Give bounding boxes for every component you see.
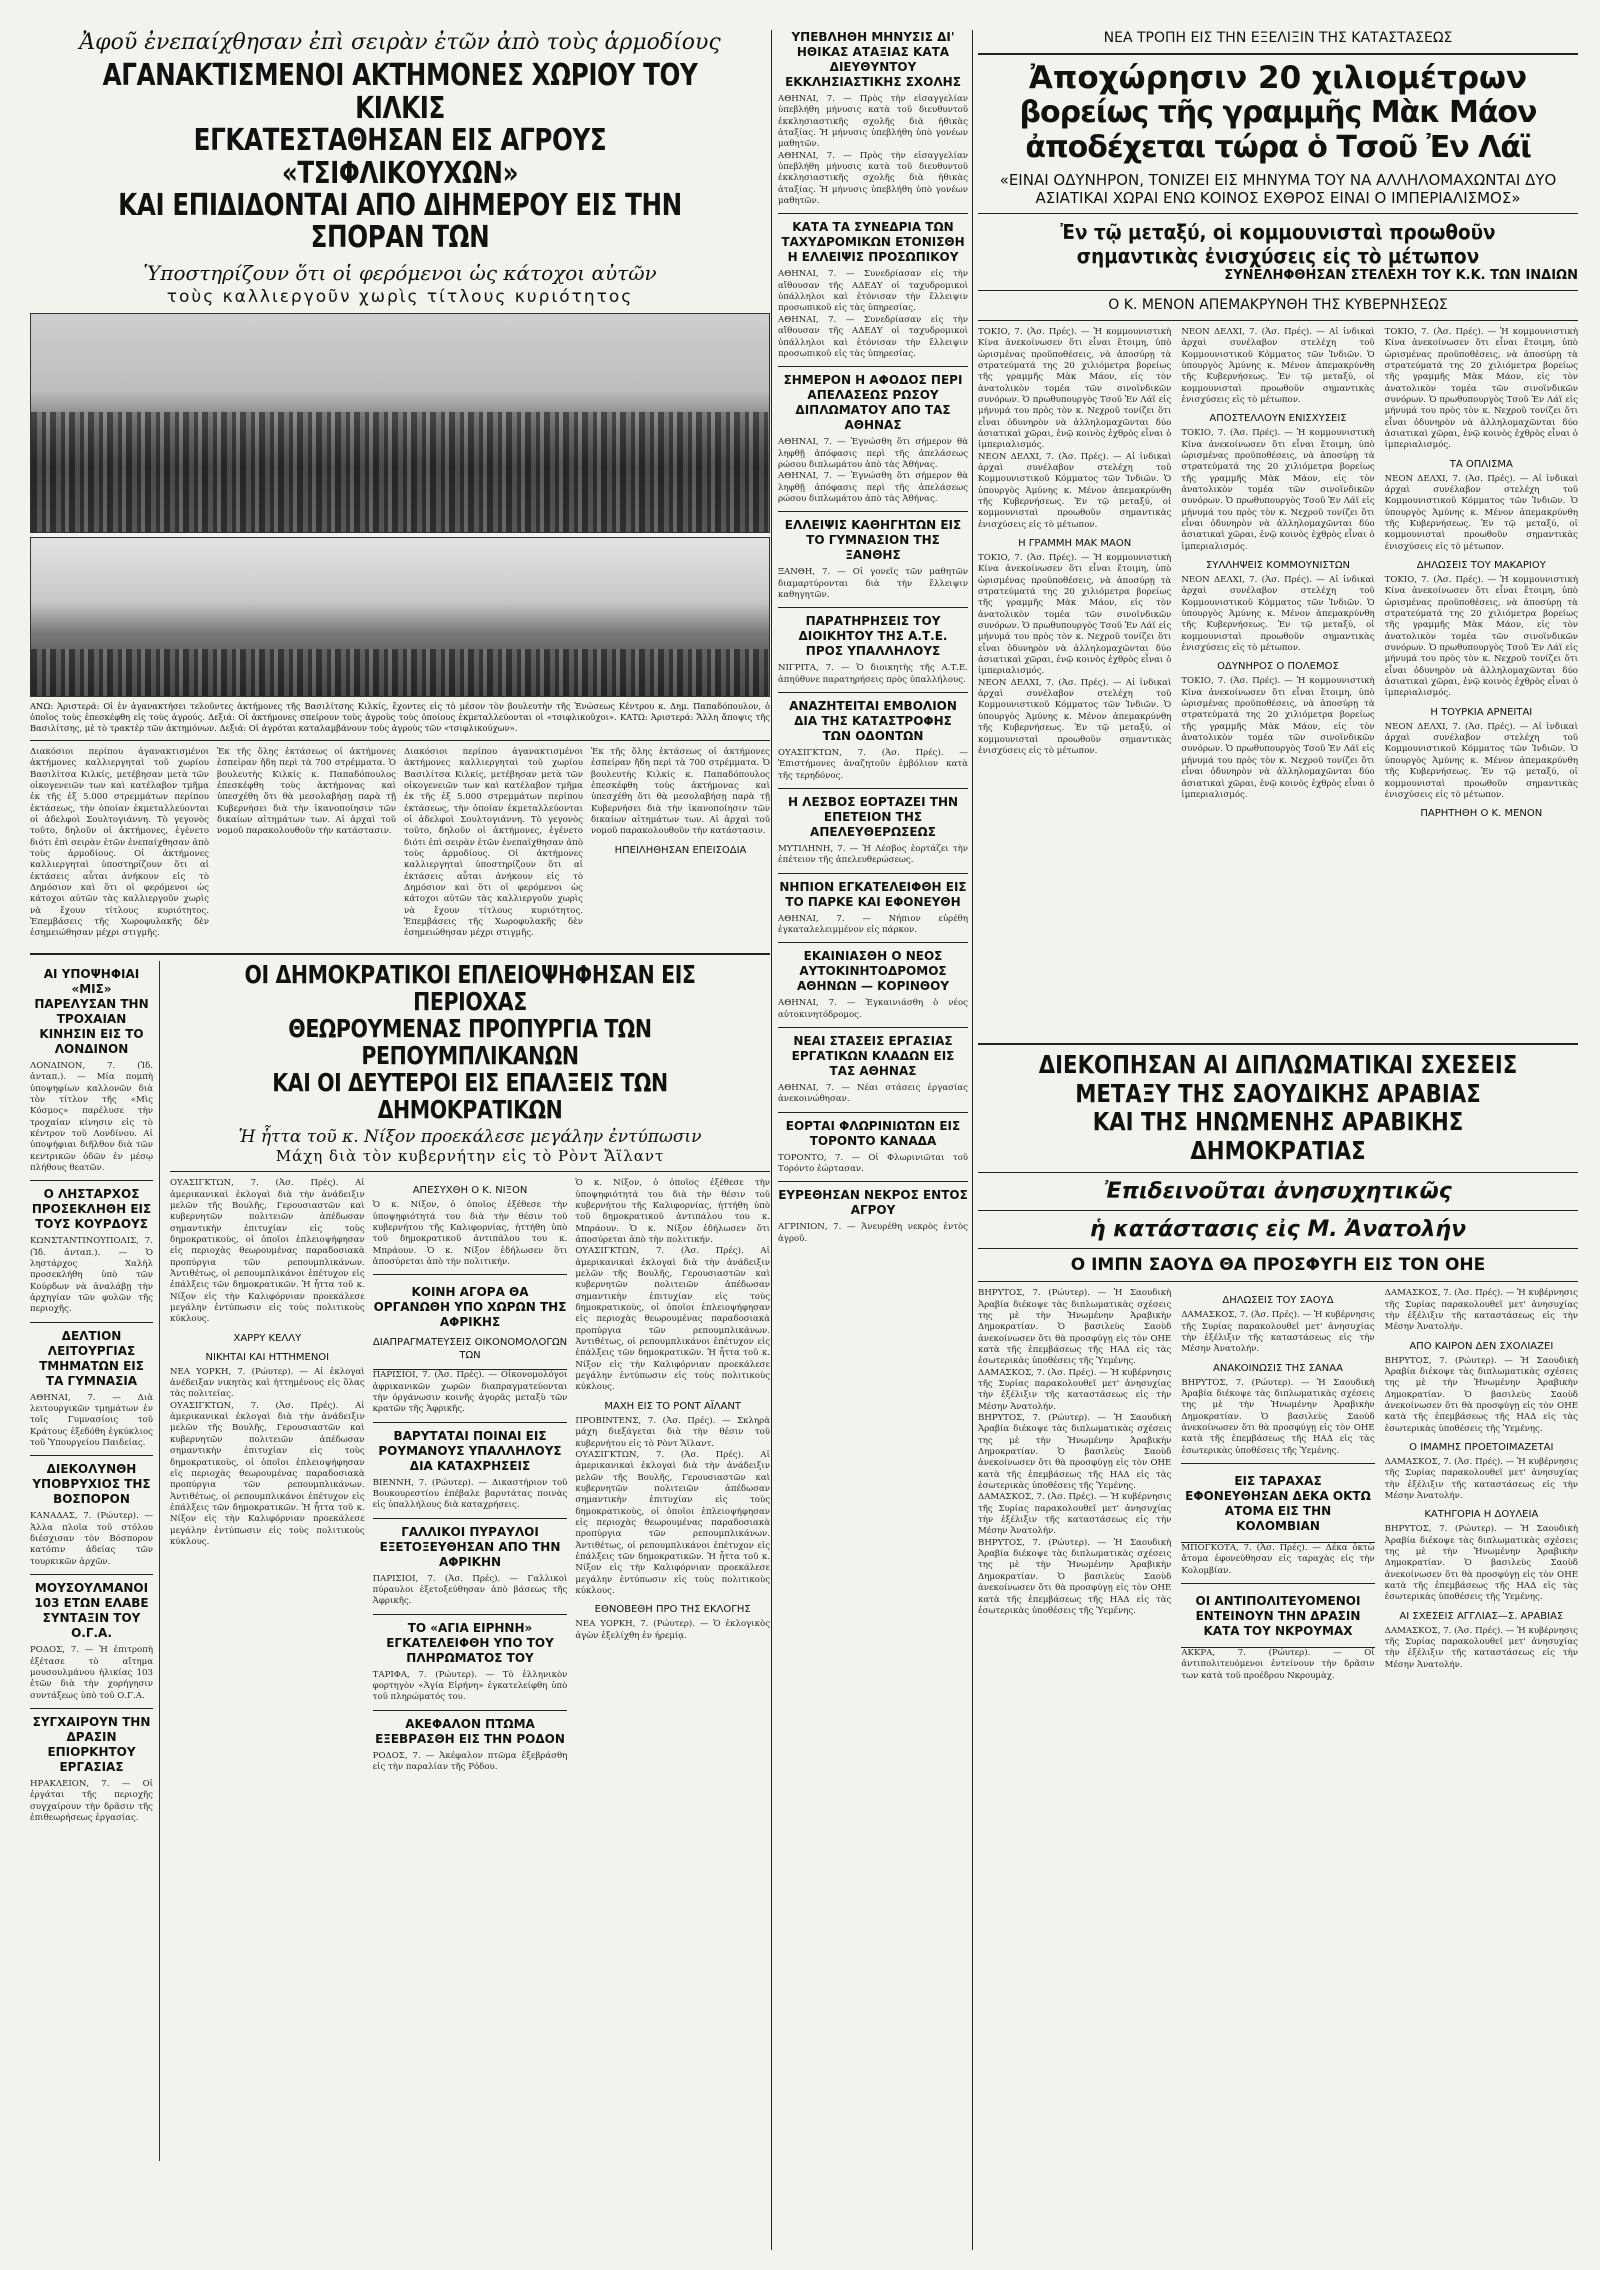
story-headline: ΣΗΜΕΡΟΝ Η ΑΦΟΔΟΣ ΠΕΡΙ ΑΠΕΛΑΣΕΩΣ ΡΩΣΟΥ ΔΙΠΛΩΜΑΤΟΥ ΑΠΟ ΤΑΣ ΑΘΗΝΑΣ — [783, 373, 963, 433]
democrat-headline-1: ΟΙ ΔΗΜΟΚΡΑΤΙΚΟΙ ΕΠΛΕΙΟΨΗΦΗΣΑΝ ΕΙΣ ΠΕΡΙΟΧΑΣ — [244, 960, 696, 1016]
story-text: ΔΑΜΑΣΚΟΣ, 7. (Ἀσ. Πρές). — Ἡ κυβέρνησις τῆς Συρίας παρακολουθεῖ μετ' ἀνησυχίας τὴν ἐξέλιξιν τῆς καταστάσεως εἰς τὴν Μέσην Ἀνατολήν. — [978, 1492, 1172, 1537]
photo-farmers — [30, 313, 770, 533]
main-headline-right-3: ἀποδέχεται τώρα ὁ Τσοῦ Ἐν Λάϊ — [1025, 129, 1531, 165]
story-text: ΑΘΗΝΑΙ, 7. — Συνεδρίασαν εἰς τὴν αἴθουσαν τῆς ΑΔΕΔΥ οἱ ταχυδρομικοὶ ὑπάλληλοι καὶ ἐτόνισαν τὴν ἔλλειψιν προσωπικοῦ εἰς τὰς ὑπηρεσίας. — [778, 314, 968, 359]
story-headline: ΔΕΛΤΙΟΝ ΛΕΙΤΟΥΡΓΙΑΣ ΤΜΗΜΑΤΩΝ ΕΙΣ ΤΑ ΓΥΜΝΑΣΙΑ — [39, 1328, 144, 1388]
subheadline-4: Ο Κ. ΜΕΝΟΝ ΑΠΕΜΑΚΡΥΝΘΗ ΤΗΣ ΚΥΒΕΡΝΗΣΕΩΣ — [1108, 297, 1448, 314]
story-text: Διακόσιοι περίπου ἀγανακτισμένοι ἀκτήμονες καλλιεργηταὶ τοῦ χωρίου Βασιλίτσα Κιλκίς, μετέβησαν μετὰ τῶν οἰκογενειῶν των καὶ κατέλαβον τμῆμα ἐκ τῆς ἐξ 5.000 στρεμμάτων περίπου ἐκτάσεως, τὴν ὁποίαν ἐκμεταλλεύονται οἱ ἀδελφοὶ Σουλτογιάννη. Τὸ γεγονὸς τοῦτο, δηλοῦν οἱ ἀκτήμονες, ἐγένετο διότι ἐπὶ σειρὰν ἐτῶν ἐνεπαίχθησαν ἀπὸ τοὺς ἁρμοδίους. Οἱ ἀκτήμονες καλλιεργηταὶ ὑποστηρίζουν ὅτι αἱ ἐκτάσεις αὗται ἀνήκουν εἰς τὸ Δημόσιον καὶ ὅτι οἱ φερόμενοι ὡς κάτοχοι αὐτῶν τὰς καλλιεργοῦν χωρὶς νὰ ἔχουν τίτλους κυριότητος. Ἐπεμβάσεις τῆς Χωροφυλακῆς δὲν ἐσημειώθησαν μέχρι στιγμῆς. — [30, 746, 209, 939]
story-headline: ΚΟΙΝΗ ΑΓΟΡΑ ΘΑ ΟΡΓΑΝΩΘΗ ΥΠΟ ΧΩΡΩΝ ΤΗΣ ΑΦΡΙΚΗΣ — [373, 1285, 567, 1330]
story-headline: ΕΚΑΙΝΙΑΣΘΗ Ο ΝΕΟΣ ΑΥΤΟΚΙΝΗΤΟΔΡΟΜΟΣ ΑΘΗΝΩΝ — ΚΟΡΙΝΘΟΥ — [796, 949, 950, 994]
section-heading: ΧΑΡΡΥ ΚΕΛΛΥ — [233, 1332, 302, 1344]
saudi-headline-2: ΜΕΤΑΞΥ ΤΗΣ ΣΑΟΥΔΙΚΗΣ ΑΡΑΒΙΑΣ — [1075, 1078, 1481, 1108]
story-headline: ΤΟ «ΑΓΙΑ ΕΙΡΗΝΗ» ΕΓΚΑΤΕΛΕΙΦΘΗ ΥΠΟ ΤΟΥ ΠΛΗΡΩΜΑΤΟΣ ΤΟΥ — [386, 1620, 554, 1665]
story-text: ΑΘΗΝΑΙ, 7. — Πρὸς τὴν εἰσαγγελίαν ὑπεβλήθη μήνυσις κατὰ τοῦ διευθυντοῦ ἐκκλησιαστικῆς σχολῆς διὰ ἠθικὰς ἀταξίας. Ἡ μήνυσις ὑπεβλήθη ὑπὸ γονέων μαθητῶν. — [778, 94, 968, 150]
story-text: ΤΑΡΙΦΑ, 7. (Ρώυτερ). — Τὸ ἑλληνικὸν φορτηγὸν «Ἁγία Εἰρήνη» ἐγκατελείφθη ὑπὸ τοῦ πληρώματός του. — [372, 1669, 568, 1703]
main-headline-2: ΕΓΚΑΤΕΣΤΑΘΗΣΑΝ ΕΙΣ ΑΓΡΟΥΣ «ΤΣΙΦΛΙΚΟΥΧΩΝ» — [193, 123, 607, 191]
section-heading: ΚΑΤΗΓΟΡΙΑ Η ΔΟΥΛΕΙΑ — [1424, 1509, 1539, 1521]
left-section — [30, 30, 770, 2161]
story-text: ΜΠΟΓΚΟΤΑ, 7. (Ἀσ. Πρές). — Δέκα ὀκτὼ ἄτομα ἐφονεύθησαν εἰς ταραχὰς εἰς τὴν Κολομβίαν. — [1181, 1543, 1375, 1576]
section-heading: ΤΑ ΟΠΛΙΣΜΑ — [1449, 458, 1513, 470]
column-rule — [771, 30, 772, 2250]
main-headline-right-2: βορείως τῆς γραμμῆς Μὰκ Μάον — [1019, 95, 1537, 131]
column-rule — [972, 30, 973, 2250]
story-text: ΒΗΡΥΤΟΣ, 7. (Ρώυτερ). — Ἡ Σαουδικὴ Ἀραβία διέκοψε τὰς διπλωματικὰς σχέσεις της μὲ τὴν Ἡνωμένην Ἀραβικὴν Δημοκρατίαν. Ὁ βασιλεὺς Σαοὺδ ἀνεκοίνωσεν ὅτι θὰ προσφύγῃ εἰς τὸν ΟΗΕ κατὰ τῆς ἐπεμβάσεως τῆς ΗΑΔ εἰς τὰς ἐσωτερικὰς ὑποθέσεις τῆς Ὑεμένης. — [1384, 1355, 1578, 1434]
subheadline: Ἐν τῷ μεταξύ, οἱ κομμουνισταὶ προωθοῦν — [1060, 220, 1496, 245]
story-text: ΝΕΑ ΥΟΡΚΗ, 7. (Ρώυτερ). — Αἱ ἐκλογαὶ ἀνέδειξαν νικητὰς καὶ ἡττημένους εἰς ὅλας τὰς πολιτείας. — [170, 1366, 365, 1400]
story-text: ΑΘΗΝΑΙ, 7. — Ἐγνώσθη ὅτι σήμερον θὰ ληφθῇ ἀπόφασις περὶ τῆς ἀπελάσεως ρώσου διπλωμάτου ἀπὸ τὰς Ἀθήνας. — [778, 437, 968, 470]
story-text: ΝΙΓΡΙΤΑ, 7. — Ὁ διοικητὴς τῆς Α.Τ.Ε. ἀπηύθυνε παρατηρήσεις πρὸς ὑπαλλήλους. — [778, 663, 968, 685]
story-headline: ΥΠΕΒΛΗΘΗ ΜΗΝΥΣΙΣ ΔΙ' ΗΘΙΚΑΣ ΑΤΑΞΙΑΣ ΚΑΤΑ ΔΙΕΥΘΥΝΤΟΥ ΕΚΚΛΗΣΙΑΣΤΙΚΗΣ ΣΧΟΛΗΣ — [785, 30, 961, 89]
democrat-subheadline: Ἡ ἧττα τοῦ κ. Νίξον προεκάλεσε μεγάλην ἐντύπωσιν — [238, 1126, 702, 1147]
story-headline: ΒΑΡΥΤΑΤΑΙ ΠΟΙΝΑΙ ΕΙΣ ΡΟΥΜΑΝΟΥΣ ΥΠΑΛΛΗΛΟΥΣ ΔΙΑ ΚΑΤΑΧΡΗΣΕΙΣ — [378, 1428, 562, 1473]
story-text: ΔΑΜΑΣΚΟΣ, 7. (Ἀσ. Πρές). — Ἡ κυβέρνησις τῆς Συρίας παρακολουθεῖ μετ' ἀνησυχίας τὴν ἐξέλιξιν τῆς καταστάσεως εἰς τὴν Μέσην Ἀνατολήν. — [1384, 1457, 1578, 1502]
story-headline: ΑΚΕΦΑΛΟΝ ΠΤΩΜΑ ΕΞΕΒΡΑΣΘΗ ΕΙΣ ΤΗΝ ΡΟΔΟΝ — [375, 1716, 565, 1746]
story-headline: ΠΑΡΑΤΗΡΗΣΕΙΣ ΤΟΥ ΔΙΟΙΚΗΤΟΥ ΤΗΣ Α.Τ.Ε. ΠΡΟΣ ΥΠΑΛΛΗΛΟΥΣ — [798, 614, 948, 659]
main-headline-1: ΑΓΑΝΑΚΤΙΣΜΕΝΟΙ ΑΚΤΗΜΟΝΕΣ ΧΩΡΙΟΥ ΤΟΥ ΚΙΛΚΙΣ — [102, 58, 698, 126]
story-text: ΡΟΔΟΣ, 7. — Ἡ ἐπιτροπὴ ἐξέτασε τὸ αἴτημα μουσουλμάνου ἡλικίας 103 ἐτῶν διὰ τὴν χορήγησιν συντάξεως ὑπὸ τοῦ Ο.Γ.Α. — [30, 1645, 153, 1701]
section-heading: ΝΙΚΗΤΑΙ ΚΑΙ ΗΤΤΗΜΕΝΟΙ — [205, 1351, 330, 1363]
section-heading: Η ΤΟΥΡΚΙΑ ΑΡΝΕΙΤΑΙ — [1430, 706, 1533, 718]
story-text: ΒΗΡΥΤΟΣ, 7. (Ρώυτερ). — Ἡ Σαουδικὴ Ἀραβία διέκοψε τὰς διπλωματικὰς σχέσεις της μὲ τὴν Ἡνωμένην Ἀραβικὴν Δημοκρατίαν. Ὁ βασιλεὺς Σαοὺδ ἀνεκοίνωσεν ὅτι θὰ προσφύγῃ εἰς τὸν ΟΗΕ κατὰ τῆς ἐπεμβάσεως τῆς ΗΑΔ εἰς τὰς ἐσωτερικὰς ὑποθέσεις τῆς Ὑεμένης. — [978, 1413, 1172, 1492]
section-heading: ΑΠΟΣΤΕΛΛΟΥΝ ΕΝΙΣΧΥΣΕΙΣ — [1209, 413, 1347, 425]
story-text: ΝΕΑ ΥΟΡΚΗ, 7. (Ρώυτερ). — Ὁ ἐκλογικὸς ἀγὼν ἐξελίχθη ἐν ἡρεμίᾳ. — [575, 1619, 770, 1641]
story-headline: Η ΛΕΣΒΟΣ ΕΟΡΤΑΖΕΙ ΤΗΝ ΕΠΕΤΕΙΟΝ ΤΗΣ ΑΠΕΛΕΥΘΕΡΩΣΕΩΣ — [787, 795, 959, 839]
story-text: ΑΘΗΝΑΙ, 7. — Πρὸς τὴν εἰσαγγελίαν ὑπεβλήθη μήνυσις κατὰ τοῦ διευθυντοῦ ἐκκλησιαστικῆς σχολῆς διὰ ἠθικὰς ἀταξίας. Ἡ μήνυσις ὑπεβλήθη ὑπὸ γονέων μαθητῶν. — [778, 150, 968, 207]
story-headline: ΑΙ ΥΠΟΨΗΦΙΑΙ «ΜΙΣ» ΠΑΡΕΛΥΣΑΝ ΤΗΝ ΤΡΟΧΑΙΑΝ ΚΙΝΗΣΙΝ ΕΙΣ ΤΟ ΛΟΝΔΙΝΟΝ — [34, 966, 149, 1056]
story-text: ΑΘΗΝΑΙ, 7. — Διὰ λειτουργικῶν τμημάτων ἐν τοῖς Γυμνασίοις τοῦ Κράτους ἐξεδόθη ἐγκύκλιος τοῦ Ὑπουργείου Παιδείας. — [30, 1392, 153, 1449]
story-text: Ὁ κ. Νίξον, ὁ ὁποῖος ἐξέθεσε τὴν ὑποψηφιότητά του διὰ τὴν θέσιν τοῦ κυβερνήτου τῆς Καλιφορνίας, ἡττήθη ὑπὸ τοῦ δημοκρατικοῦ ἀντιπάλου του κ. Μπράουν. Ὁ κ. Νίξον ἐδήλωσεν ὅτι ἀποσύρεται ἀπὸ τὴν πολιτικήν. — [575, 1178, 770, 1245]
section-heading: ΑΠΟ ΚΑΙΡΟΝ ΔΕΝ ΣΧΟΛΙΑΖΕΙ — [1409, 1340, 1554, 1352]
story-text: ΤΟΚΙΟ, 7. (Ἀσ. Πρές). — Ἡ κομμουνιστικὴ Κίνα ἀνεκοίνωσεν ὅτι εἶναι ἕτοιμη, ὑπὸ ὡρισμένας προϋποθέσεις, νὰ ἀποσύρῃ τὰ στρατεύματά της 20 χιλιόμετρα βορείως τῆς γραμμῆς Μὰκ Μάον, εἰς τὸν ἀνατολικὸν τομέα τῶν σινοϊνδικῶν συνόρων. Ὁ πρωθυπουργὸς Τσοῦ Ἐν Λάϊ εἰς μήνυμά του πρὸς τὸν κ. Νεχροῦ τονίζει ὅτι εἶναι ὀδυνηρὸν νὰ ἀλληλομαχῶνται δύο ἀσιατικαὶ χῶραι, ἐνῷ κοινὸς ἐχθρὸς εἶναι ὁ ἰμπεριαλισμός. — [978, 553, 1172, 677]
story-headline: ΑΝΑΖΗΤΕΙΤΑΙ ΕΜΒΟΛΙΟΝ ΔΙΑ ΤΗΣ ΚΑΤΑΣΤΡΟΦΗΣ ΤΩΝ ΟΔΟΝΤΩΝ — [789, 698, 957, 743]
section-heading: ΔΗΛΩΣΕΙΣ ΤΟΥ ΜΑΚΑΡΙΟΥ — [1416, 560, 1546, 572]
story-text: ΒΗΡΥΤΟΣ, 7. (Ρώυτερ). — Ἡ Σαουδικὴ Ἀραβία διέκοψε τὰς διπλωματικὰς σχέσεις της μὲ τὴν Ἡνωμένην Ἀραβικὴν Δημοκρατίαν. Ὁ βασιλεὺς Σαοὺδ ἀνεκοίνωσεν ὅτι θὰ προσφύγῃ εἰς τὸν ΟΗΕ κατὰ τῆς ἐπεμβάσεως τῆς ΗΑΔ εἰς τὰς ἐσωτερικὰς ὑποθέσεις τῆς Ὑεμένης. — [1181, 1377, 1375, 1456]
story-text: ΠΑΡΙΣΙΟΙ, 7. (Ἀσ. Πρές). — Γαλλικοὶ πύραυλοι ἐξετοξεύθησαν ἀπὸ βάσεως τῆς Ἀφρικῆς. — [372, 1573, 568, 1607]
story-text: ΟΥΑΣΙΓΚΤΩΝ, 7. (Ἀσ. Πρές). Αἱ ἀμερικανικαὶ ἐκλογαὶ διὰ τὴν ἀνάδειξιν μελῶν τῆς Βουλῆς, Γερουσιαστῶν καὶ κυβερνητῶν πολιτειῶν ἀπέδωσαν σημαντικὴν ἐπιτυχίαν εἰς τοὺς δημοκρατικοὺς, οἱ ὁποῖοι ἐπλειοψήφησαν εἰς περιοχὰς θεωρουμένας παραδοσιακὰ προπύργια τῶν ρεπουμπλικάνων. Ἀντιθέτως, οἱ ρεπουμπλικάνοι ἐπέτυχον εἰς ἐπάλξεις τῶν δημοκρατικῶν. Ἡ ἧττα τοῦ κ. Νίξον εἰς τὴν Καλιφόρνιαν προεκάλεσε μεγάλην ἐντύπωσιν εἰς τοὺς πολιτικοὺς κύκλους. — [575, 1246, 770, 1393]
section-heading: ΜΑΧΗ ΕΙΣ ΤΟ ΡΟΝΤ ΑΪΛΑΝΤ — [604, 1400, 742, 1412]
story-text: ΒΗΡΥΤΟΣ, 7. (Ρώυτερ). — Ἡ Σαουδικὴ Ἀραβία διέκοψε τὰς διπλωματικὰς σχέσεις της μὲ τὴν Ἡνωμένην Ἀραβικὴν Δημοκρατίαν. Ὁ βασιλεὺς Σαοὺδ ἀνεκοίνωσεν ὅτι θὰ προσφύγῃ εἰς τὸν ΟΗΕ κατὰ τῆς ἐπεμβάσεως τῆς ΗΑΔ εἰς τὰς ἐσωτερικὰς ὑποθέσεις τῆς Ὑεμένης. — [978, 1288, 1172, 1367]
story-text: ΔΑΜΑΣΚΟΣ, 7. (Ἀσ. Πρές). — Ἡ κυβέρνησις τῆς Συρίας παρακολουθεῖ μετ' ἀνησυχίας τὴν ἐξέλιξιν τῆς καταστάσεως εἰς τὴν Μέσην Ἀνατολήν. — [1384, 1288, 1578, 1333]
kicker: ΝΕΑ ΤΡΟΠΗ ΕΙΣ ΤΗΝ ΕΞΕΛΙΞΙΝ ΤΗΣ ΚΑΤΑΣΤΑΣΕΩΣ — [1103, 30, 1453, 46]
story-text: ΤΟΚΙΟ, 7. (Ἀσ. Πρές). — Ἡ κομμουνιστικὴ Κίνα ἀνεκοίνωσεν ὅτι εἶναι ἕτοιμη, ὑπὸ ὡρισμένας προϋποθέσεις, νὰ ἀποσύρῃ τὰ στρατεύματά της 20 χιλιόμετρα βορείως τῆς γραμμῆς Μὰκ Μάον, εἰς τὸν ἀνατολικὸν τομέα τῶν σινοϊνδικῶν συνόρων. Ὁ πρωθυπουργὸς Τσοῦ Ἐν Λάϊ εἰς μήνυμά του πρὸς τὸν κ. Νεχροῦ τονίζει ὅτι εἶναι ὀδυνηρὸν νὰ ἀλληλομαχῶνται δύο ἀσιατικαὶ χῶραι, ἐνῷ κοινὸς ἐχθρὸς εἶναι ὁ ἰμπεριαλισμός. — [1181, 676, 1375, 800]
story-text: ΤΟΡΟΝΤΟ, 7. — Οἱ Φλωρινιῶται τοῦ Τορόντο ἑώρτασαν. — [778, 1152, 968, 1175]
story-headline: ΝΕΑΙ ΣΤΑΣΕΙΣ ΕΡΓΑΣΙΑΣ ΕΡΓΑΤΙΚΩΝ ΚΛΑΔΩΝ ΕΙΣ ΤΑΣ ΑΘΗΝΑΣ — [791, 1034, 955, 1079]
story-text: ΟΥΑΣΙΓΚΤΩΝ, 7. (Ἀσ. Πρές). Αἱ ἀμερικανικαὶ ἐκλογαὶ διὰ τὴν ἀνάδειξιν μελῶν τῆς Βουλῆς, Γερουσιαστῶν καὶ κυβερνητῶν πολιτειῶν ἀπέδωσαν σημαντικὴν ἐπιτυχίαν εἰς τοὺς δημοκρατικοὺς, οἱ ὁποῖοι ἐπλειοψήφησαν εἰς περιοχὰς θεωρουμένας παραδοσιακὰ προπύργια τῶν ρεπουμπλικάνων. Ἀντιθέτως, οἱ ρεπουμπλικάνοι ἐπέτυχον εἰς ἐπάλξεις τῶν δημοκρατικῶν. Ἡ ἧττα τοῦ κ. Νίξον εἰς τὴν Καλιφόρνιαν προεκάλεσε μεγάλην ἐντύπωσιν εἰς τοὺς πολιτικοὺς κύκλους. — [170, 1178, 365, 1325]
story-text: ΑΘΗΝΑΙ, 7. — Ἐγκαινιάσθη ὁ νέος αὐτοκινητόδρομος. — [778, 998, 968, 1020]
story-text: ΠΡΟΒΙΝΤΕΝΣ, 7. (Ἀσ. Πρές). — Σκληρὰ μάχη διεξάγεται διὰ τὴν θέσιν τοῦ κυβερνήτου εἰς τὸ Ρὸντ Ἄϊλαντ. — [575, 1415, 770, 1449]
story-headline: ΣΥΓΧΑΙΡΟΥΝ ΤΗΝ ΔΡΑΣΙΝ ΕΠΙΟΡΚΗΤΟΥ ΕΡΓΑΣΙΑΣ — [32, 1714, 151, 1774]
story-headline: ΜΟΥΣΟΥΛΜΑΝΟΙ 103 ΕΤΩΝ ΕΛΑΒΕ ΣΥΝΤΑΞΙΝ ΤΟΥ Ο.Γ.Α. — [34, 1581, 149, 1641]
photo-caption: ΑΝΩ: Ἀριστερά: Οἱ ἐν ἀγανακτήσει τελοῦντες ἀκτήμονες τῆς Βασιλίτσης Κιλκίς, ἔχοντες εἰς τὸ μέσον τὸν βουλευτὴν τῆς Ἑνώσεως Κέντρου κ. Δημ. Παπαδόπουλον, ὁ ὁποῖος τοὺς ἐπεσκέφθη εἰς τοὺς ἀγρούς. Δεξιά: Οἱ ἀκτήμονες σπείρουν τοὺς ἀγροὺς τοὺς ὁποίους ἐκμεταλλεύονται οἱ «τσιφλικοῦχοι». ΚΑΤΩ: Ἀριστερά: Ἄλλη ἄποψις τῆς Βασιλίτσης, μὲ τὸ τρακτὲρ τῶν ἀκτημόνων. Δεξιά: Οἱ ἀγρόται καταλαμβάνουν τοὺς ἀγροὺς τῶν «τσιφλικούχων». — [30, 701, 770, 733]
story-text: ΒΙΕΝΝΗ, 7. (Ρώυτερ). — Δικαστήριον τοῦ Βουκουρεστίου ἐπέβαλε βαρυτάτας ποινὰς εἰς ὑπαλλήλους διὰ καταχρήσεις. — [372, 1477, 568, 1511]
section-heading: ΑΙ ΣΧΕΣΕΙΣ ΑΓΓΛΙΑΣ—Σ. ΑΡΑΒΙΑΣ — [1399, 1610, 1564, 1622]
story-text: ΜΥΤΙΛΗΝΗ, 7. — Ἡ Λέσβος ἑορτάζει τὴν ἐπέτειον τῆς ἀπελευθερώσεως. — [778, 844, 968, 866]
section-heading: Η ΓΡΑΜΜΗ ΜΑΚ ΜΑΟΝ — [1018, 538, 1132, 550]
story-headline: ΕΥΡΕΘΗΣΑΝ ΝΕΚΡΟΣ ΕΝΤΟΣ ΑΓΡΟΥ — [778, 1188, 968, 1218]
main-headline-3: ΚΑΙ ΕΠΙΔΙΔΟΝΤΑΙ ΑΠΟ ΔΙΗΜΕΡΟΥ ΕΙΣ ΤΗΝ ΣΠΟΡΑΝ ΤΩΝ — [118, 187, 682, 256]
subheadline-2: σημαντικὰς ἐνισχύσεις εἰς τὸ μέτωπον — [1076, 244, 1480, 269]
saudi-subheadline-3: Ο ΙΜΠΝ ΣΑΟΥΔ ΘΑ ΠΡΟΣΦΥΓΗ ΕΙΣ ΤΟΝ ΟΗΕ — [1070, 1254, 1486, 1275]
story-text: ΑΓΡΙΝΙΟΝ, 7. — Ἀνευρέθη νεκρὸς ἐντὸς ἀγροῦ. — [778, 1222, 968, 1244]
section-heading: ΠΑΡΗΤΗΘΗ Ο Κ. ΜΕΝΟΝ — [1420, 808, 1543, 820]
story-text: ΑΘΗΝΑΙ, 7. — Νέαι στάσεις ἐργασίας ἀνεκοινώθησαν. — [778, 1083, 968, 1105]
story-text: ΝΕΟΝ ΔΕΛΧΙ, 7. (Ἀσ. Πρές). — Αἱ ἰνδικαὶ ἀρχαὶ συνέλαβον στελέχη τοῦ Κομμουνιστικοῦ Κόμματος τῶν Ἰνδιῶν. Ὁ ὑπουργὸς Ἀμύνης κ. Μένον ἀπεμακρύνθη τῆς Κυβερνήσεως. Ἐν τῷ μεταξύ, οἱ κομμουνισταὶ προωθοῦν σημαντικὰς ἐνισχύσεις εἰς τὸ μέτωπον. — [1181, 326, 1375, 405]
story-text: Ὁ κ. Νίξον, ὁ ὁποῖος ἐξέθεσε τὴν ὑποψηφιότητά του διὰ τὴν θέσιν τοῦ κυβερνήτου τῆς Καλιφορνίας, ἡττήθη ὑπὸ τοῦ δημοκρατικοῦ ἀντιπάλου του κ. Μπράουν. Ὁ κ. Νίξον ἐδήλωσεν ὅτι ἀποσύρεται ἀπὸ τὴν πολιτικήν. — [372, 1200, 568, 1267]
story-headline: ΔΙΕΚΟΛΥΝΘΗ ΥΠΟΒΡΥΧΙΟΣ ΤΗΣ ΒΟΣΠΟΡΟΝ — [32, 1462, 151, 1507]
story-text: ΡΟΔΟΣ, 7. — Ἀκέφαλον πτῶμα ἐξεβράσθη εἰς τὴν παραλίαν τῆς Ρόδου. — [372, 1750, 568, 1773]
story-text-4: Ἐκ τῆς ὅλης ἐκτάσεως οἱ ἀκτήμονες ἐσπείραν ἤδη περὶ τὰ 700 στρέμματα. Ὁ βουλευτὴς Κιλκίς κ. Παπαδόπουλος ἐπεσκέφθη τοὺς ἀκτήμονας καὶ ὑπεσχέθη ὅτι θὰ μεσολαβήσῃ παρὰ τῇ Κυβερνήσει διὰ τὴν ἱκανοποίησιν τῶν δικαίων αἰτημάτων των. Αἱ ἀρχαὶ τοῦ νομοῦ παρακολουθοῦν τὴν κατάστασιν. — [591, 746, 770, 837]
story-text: ΞΑΝΘΗ, 7. — Οἱ γονεῖς τῶν μαθητῶν διαμαρτύρονται διὰ τὴν ἔλλειψιν καθηγητῶν. — [778, 567, 968, 600]
story-text: ΤΟΚΙΟ, 7. (Ἀσ. Πρές). — Ἡ κομμουνιστικὴ Κίνα ἀνεκοίνωσεν ὅτι εἶναι ἕτοιμη, ὑπὸ ὡρισμένας προϋποθέσεις, νὰ ἀποσύρῃ τὰ στρατεύματά της 20 χιλιόμετρα βορείως τῆς γραμμῆς Μὰκ Μάον, εἰς τὸν ἀνατολικὸν τομέα τῶν σινοϊνδικῶν συνόρων. Ὁ πρωθυπουργὸς Τσοῦ Ἐν Λάϊ εἰς μήνυμά του πρὸς τὸν κ. Νεχροῦ τονίζει ὅτι εἶναι ὀδυνηρὸν νὰ ἀλληλομαχῶνται δύο ἀσιατικαὶ χῶραι, ἐνῷ κοινὸς ἐχθρὸς εἶναι ὁ ἰμπεριαλισμός. — [1181, 428, 1375, 552]
story-text: ΑΘΗΝΑΙ, 7. — Συνεδρίασαν εἰς τὴν αἴθουσαν τῆς ΑΔΕΔΥ οἱ ταχυδρομικοὶ ὑπάλληλοι καὶ ἐτόνισαν τὴν ἔλλειψιν προσωπικοῦ εἰς τὰς ὑπηρεσίας. — [778, 269, 968, 314]
right-section — [978, 30, 1578, 2245]
story-headline: ΕΙΣ ΤΑΡΑΧΑΣ ΕΦΟΝΕΥΘΗΣΑΝ ΔΕΚΑ ΟΚΤΩ ΑΤΟΜΑ ΕΙΣ ΤΗΝ ΚΟΛΟΜΒΙΑΝ — [1185, 1474, 1371, 1533]
story-text: ΝΕΟΝ ΔΕΛΧΙ, 7. (Ἀσ. Πρές). — Αἱ ἰνδικαὶ ἀρχαὶ συνέλαβον στελέχη τοῦ Κομμουνιστικοῦ Κόμματος τῶν Ἰνδιῶν. Ὁ ὑπουργὸς Ἀμύνης κ. Μένον ἀπεμακρύνθη τῆς Κυβερνήσεως. Ἐν τῷ μεταξύ, οἱ κομμουνισταὶ προωθοῦν σημαντικὰς ἐνισχύσεις εἰς τὸ μέτωπον. — [978, 451, 1172, 530]
story-headline: ΟΙ ΑΝΤΙΠΟΛΙΤΕΥΟΜΕΝΟΙ ΕΝΤΕΙΝΟΥΝ ΤΗΝ ΔΡΑΣΙΝ ΚΑΤΑ ΤΟΥ ΝΚΡΟΥΜΑΧ — [1195, 1594, 1361, 1639]
story-headline: ΕΟΡΤΑΙ ΦΛΩΡΙΝΙΩΤΩΝ ΕΙΣ ΤΟΡΟΝΤΟ ΚΑΝΑΔΑ — [785, 1118, 961, 1148]
story-text: ΑΚΚΡΑ, 7. (Ρώυτερ). — Οἱ ἀντιπολιτευόμενοι ἐντείνουν τὴν δρᾶσιν των κατὰ τοῦ προέδρου Νκρουμὰχ. — [1181, 1648, 1375, 1681]
democrat-headline-2: ΘΕΩΡΟΥΜΕΝΑΣ ΠΡΟΠΥΡΓΙΑ ΤΩΝ ΡΕΠΟΥΜΠΛΙΚΑΝΩΝ — [288, 1013, 652, 1070]
subheadline-3: ΣΥΝΕΛΗΦΘΗΣΑΝ ΣΤΕΛΕΧΗ ΤΟΥ Κ.Κ. ΤΩΝ ΙΝΔΙΩΝ — [1224, 268, 1578, 284]
photo-fields — [30, 537, 770, 697]
story-text: ΠΑΡΙΣΙΟΙ, 7. (Ἀσ. Πρές). — Οἰκονομολόγοι ἀφρικανικῶν χωρῶν διαπραγματεύονται τὴν ὀργάνωσιν κοινῆς ἀγορᾶς μεταξὺ τῶν κρατῶν τῆς Ἀφρικῆς. — [372, 1370, 568, 1415]
section-heading: ΣΥΛΛΗΨΕΙΣ ΚΟΜΜΟΥΝΙΣΤΩΝ — [1206, 560, 1350, 572]
story-text: ΚΑΝΑΔΑΣ, 7. (Ρώυτερ). — Ἀλλα πλοῖα τοῦ στόλου διέσχισαν τὸν Βόσπορον κατόπιν ἀδείας τῶν τουρκικῶν ἀρχῶν. — [30, 1511, 153, 1567]
story-text: ΒΗΡΥΤΟΣ, 7. (Ρώυτερ). — Ἡ Σαουδικὴ Ἀραβία διέκοψε τὰς διπλωματικὰς σχέσεις της μὲ τὴν Ἡνωμένην Ἀραβικὴν Δημοκρατίαν. Ὁ βασιλεὺς Σαοὺδ ἀνεκοίνωσεν ὅτι θὰ προσφύγῃ εἰς τὸν ΟΗΕ κατὰ τῆς ἐπεμβάσεως τῆς ΗΑΔ εἰς τὰς ἐσωτερικὰς ὑποθέσεις τῆς Ὑεμένης. — [978, 1537, 1172, 1616]
story-text: ΔΑΜΑΣΚΟΣ, 7. (Ἀσ. Πρές). — Ἡ κυβέρνησις τῆς Συρίας παρακολουθεῖ μετ' ἀνησυχίας τὴν ἐξέλιξιν τῆς καταστάσεως εἰς τὴν Μέσην Ἀνατολήν. — [978, 1367, 1172, 1412]
story-text-3: Διακόσιοι περίπου ἀγανακτισμένοι ἀκτήμονες καλλιεργηταὶ τοῦ χωρίου Βασιλίτσα Κιλκίς, μετέβησαν μετὰ τῶν οἰκογενειῶν των καὶ κατέλαβον τμῆμα ἐκ τῆς ἐξ 5.000 στρεμμάτων περίπου ἐκτάσεως, τὴν ὁποίαν ἐκμεταλλεύονται οἱ ἀδελφοὶ Σουλτογιάννη. Τὸ γεγονὸς τοῦτο, δηλοῦν οἱ ἀκτήμονες, ἐγένετο διότι ἐπὶ σειρὰν ἐτῶν ἐνεπαίχθησαν ἀπὸ τοὺς ἁρμοδίους. Οἱ ἀκτήμονες καλλιεργηταὶ ὑποστηρίζουν ὅτι αἱ ἐκτάσεις αὗται ἀνήκουν εἰς τὸ Δημόσιον καὶ ὅτι οἱ φερόμενοι ὡς κάτοχοι αὐτῶν τὰς καλλιεργοῦν χωρὶς νὰ ἔχουν τίτλους κυριότητος. Ἐπεμβάσεις τῆς Χωροφυλακῆς δὲν ἐσημειώθησαν μέχρι στιγμῆς. — [404, 746, 583, 939]
story-text: ΤΟΚΙΟ, 7. (Ἀσ. Πρές). — Ἡ κομμουνιστικὴ Κίνα ἀνεκοίνωσεν ὅτι εἶναι ἕτοιμη, ὑπὸ ὡρισμένας προϋποθέσεις, νὰ ἀποσύρῃ τὰ στρατεύματά της 20 χιλιόμετρα βορείως τῆς γραμμῆς Μὰκ Μάον, εἰς τὸν ἀνατολικὸν τομέα τῶν σινοϊνδικῶν συνόρων. Ὁ πρωθυπουργὸς Τσοῦ Ἐν Λάϊ εἰς μήνυμά του πρὸς τὸν κ. Νεχροῦ τονίζει ὅτι εἶναι ὀδυνηρὸν νὰ ἀλληλομαχῶνται δύο ἀσιατικαὶ χῶραι, ἐνῷ κοινὸς ἐχθρὸς εἶναι ὁ ἰμπεριαλισμός. — [1384, 326, 1578, 451]
main-headline-right-1: Ἀποχώρησιν 20 χιλιομέτρων — [1028, 59, 1528, 96]
section-heading: ΑΠΕΣΥΧΘΗ Ο Κ. ΝΙΞΟΝ — [412, 1185, 528, 1197]
democrat-subheadline-2: Μάχη διὰ τὸν κυβερνήτην εἰς τὸ Ρὸντ Ἄϊλαντ — [275, 1147, 665, 1166]
saudi-headline-3: ΚΑΙ ΤΗΣ ΗΝΩΜΕΝΗΣ ΑΡΑΒΙΚΗΣ ΔΗΜΟΚΡΑΤΙΑΣ — [1092, 1107, 1464, 1166]
story-headline: ΕΛΛΕΙΨΙΣ ΚΑΘΗΓΗΤΩΝ ΕΙΣ ΤΟ ΓΥΜΝΑΣΙΟΝ ΤΗΣ ΞΑΝΘΗΣ — [784, 518, 962, 563]
story-text-2: Ἐκ τῆς ὅλης ἐκτάσεως οἱ ἀκτήμονες ἐσπείραν ἤδη περὶ τὰ 700 στρέμματα. Ὁ βουλευτὴς Κιλκίς κ. Παπαδόπουλος ἐπεσκέφθη τοὺς ἀκτήμονας καὶ ὑπεσχέθη ὅτι θὰ μεσολαβήσῃ παρὰ τῇ Κυβερνήσει διὰ τὴν ἱκανοποίησιν τῶν δικαίων αἰτημάτων των. Αἱ ἀρχαὶ τοῦ νομοῦ παρακολουθοῦν τὴν κατάστασιν. — [217, 746, 396, 837]
story-text: ΟΥΑΣΙΓΚΤΩΝ, 7. (Ἀσ. Πρές). Αἱ ἀμερικανικαὶ ἐκλογαὶ διὰ τὴν ἀνάδειξιν μελῶν τῆς Βουλῆς, Γερουσιαστῶν καὶ κυβερνητῶν πολιτειῶν ἀπέδωσαν σημαντικὴν ἐπιτυχίαν εἰς τοὺς δημοκρατικοὺς, οἱ ὁποῖοι ἐπλειοψήφησαν εἰς περιοχὰς θεωρουμένας παραδοσιακὰ προπύργια τῶν ρεπουμπλικάνων. Ἀντιθέτως, οἱ ρεπουμπλικάνοι ἐπέτυχον εἰς ἐπάλξεις τῶν δημοκρατικῶν. Ἡ ἧττα τοῦ κ. Νίξον εἰς τὴν Καλιφόρνιαν προεκάλεσε μεγάλην ἐντύπωσιν εἰς τοὺς πολιτικοὺς κύκλους. — [170, 1400, 365, 1547]
story-text: ΟΥΑΣΙΓΚΤΩΝ, 7. (Ἀσ. Πρές). — Ἐπιστήμονες ἀναζητοῦν ἐμβόλιον κατὰ τῆς τερηδόνος. — [778, 747, 968, 781]
story-text: ΝΕΟΝ ΔΕΛΧΙ, 7. (Ἀσ. Πρές). — Αἱ ἰνδικαὶ ἀρχαὶ συνέλαβον στελέχη τοῦ Κομμουνιστικοῦ Κόμματος τῶν Ἰνδιῶν. Ὁ ὑπουργὸς Ἀμύνης κ. Μένον ἀπεμακρύνθη τῆς Κυβερνήσεως. Ἐν τῷ μεταξύ, οἱ κομμουνισταὶ προωθοῦν σημαντικὰς ἐνισχύσεις εἰς τὸ μέτωπον. — [978, 677, 1172, 756]
story-text: ΝΕΟΝ ΔΕΛΧΙ, 7. (Ἀσ. Πρές). — Αἱ ἰνδικαὶ ἀρχαὶ συνέλαβον στελέχη τοῦ Κομμουνιστικοῦ Κόμματος τῶν Ἰνδιῶν. Ὁ ὑπουργὸς Ἀμύνης κ. Μένον ἀπεμακρύνθη τῆς Κυβερνήσεως. Ἐν τῷ μεταξύ, οἱ κομμουνισταὶ προωθοῦν σημαντικὰς ἐνισχύσεις εἰς τὸ μέτωπον. — [1181, 575, 1375, 654]
middle-column — [778, 30, 968, 2245]
story-headline: Ο ΛΗΣΤΑΡΧΟΣ ΠΡΟΣΕΚΛΗΘΗ ΕΙΣ ΤΟΥΣ ΚΟΥΡΔΟΥΣ — [31, 1187, 152, 1232]
story-text: ΤΟΚΙΟ, 7. (Ἀσ. Πρές). — Ἡ κομμουνιστικὴ Κίνα ἀνεκοίνωσεν ὅτι εἶναι ἕτοιμη, ὑπὸ ὡρισμένας προϋποθέσεις, νὰ ἀποσύρῃ τὰ στρατεύματά της 20 χιλιόμετρα βορείως τῆς γραμμῆς Μὰκ Μάον, εἰς τὸν ἀνατολικὸν τομέα τῶν σινοϊνδικῶν συνόρων. Ὁ πρωθυπουργὸς Τσοῦ Ἐν Λάϊ εἰς μήνυμά του πρὸς τὸν κ. Νεχροῦ τονίζει ὅτι εἶναι ὀδυνηρὸν νὰ ἀλληλομαχῶνται δύο ἀσιατικαὶ χῶραι, ἐνῷ κοινὸς ἐχθρὸς εἶναι ὁ ἰμπεριαλισμός. — [978, 326, 1172, 451]
story-text: ΤΟΚΙΟ, 7. (Ἀσ. Πρές). — Ἡ κομμουνιστικὴ Κίνα ἀνεκοίνωσεν ὅτι εἶναι ἕτοιμη, ὑπὸ ὡρισμένας προϋποθέσεις, νὰ ἀποσύρῃ τὰ στρατεύματά της 20 χιλιόμετρα βορείως τῆς γραμμῆς Μὰκ Μάον, εἰς τὸν ἀνατολικὸν τομέα τῶν σινοϊνδικῶν συνόρων. Ὁ πρωθυπουργὸς Τσοῦ Ἐν Λάϊ εἰς μήνυμά του πρὸς τὸν κ. Νεχροῦ τονίζει ὅτι εἶναι ὀδυνηρὸν νὰ ἀλληλομαχῶνται δύο ἀσιατικαὶ χῶραι, ἐνῷ κοινὸς ἐχθρὸς εἶναι ὁ ἰμπεριαλισμός. — [1384, 575, 1578, 699]
saudi-subheadline-2: ἡ κατάστασις εἰς Μ. Ἀνατολήν — [1089, 1216, 1467, 1242]
section-heading: ΔΙΑΠΡΑΓΜΑΤΕΥΣΕΙΣ ΟΙΚΟΝΟΜΟΛΟΓΩΝ ΤΩΝ — [372, 1337, 568, 1362]
section-heading: ΗΠΕΙΛΗΘΗΣΑΝ ΕΠΕΙΣΟΔΙΑ — [614, 844, 747, 856]
story-text: ΛΟΝΔΙΝΟΝ, 7. (Ἰδ. ἀνταπ.). — Μία πομπὴ ὑποψηφίων καλλονῶν διὰ τὸν τίτλον τῆς «Μὶς Κόσμος» παρέλυσε τὴν τροχαίαν κίνησιν εἰς τὸ κέντρον τοῦ Λονδίνου. Αἱ ὑποψήφιαι διῆλθον διὰ τῶν κεντρικῶν ὁδῶν ἐν μέσῳ πλήθους θεατῶν. — [30, 1060, 153, 1173]
quote: «ΕΙΝΑΙ ΟΔΥΝΗΡΟΝ, ΤΟΝΙΖΕΙ ΕΙΣ ΜΗΝΥΜΑ ΤΟΥ ΝΑ ΑΛΛΗΛΟΜΑΧΩΝΤΑΙ ΔΥΟ ΑΣΙΑΤΙΚΑΙ ΧΩΡΑΙ ΕΝΩ ΚΟΙΝΟΣ ΕΧΘΡΟΣ ΕΙΝΑΙ Ο ΙΜΠΕΡΙΑΛΙΣΜΟΣ» — [999, 171, 1557, 208]
story-text: ΑΘΗΝΑΙ, 7. — Νήπιον εὑρέθη ἐγκαταλελειμμένον εἰς πάρκον. — [778, 913, 968, 936]
story-text: ΒΗΡΥΤΟΣ, 7. (Ρώυτερ). — Ἡ Σαουδικὴ Ἀραβία διέκοψε τὰς διπλωματικὰς σχέσεις της μὲ τὴν Ἡνωμένην Ἀραβικὴν Δημοκρατίαν. Ὁ βασιλεὺς Σαοὺδ ἀνεκοίνωσεν ὅτι θὰ προσφύγῃ εἰς τὸν ΟΗΕ κατὰ τῆς ἐπεμβάσεως τῆς ΗΑΔ εἰς τὰς ἐσωτερικὰς ὑποθέσεις τῆς Ὑεμένης. — [1384, 1524, 1578, 1603]
section-heading: ΔΗΛΩΣΕΙΣ ΤΟΥ ΣΑΟΥΔ — [1222, 1295, 1334, 1307]
subheadline: Ὑποστηρίζουν ὅτι οἱ φερόμενοι ὡς κάτοχοι αὐτῶν — [143, 260, 657, 285]
story-headline: ΓΑΛΛΙΚΟΙ ΠΥΡΑΥΛΟΙ ΕΞΕΤΟΞΕΥΘΗΣΑΝ ΑΠΟ ΤΗΝ ΑΦΡΙΚΗΝ — [379, 1524, 561, 1569]
story-headline: ΚΑΤΑ ΤΑ ΣΥΝΕΔΡΙΑ ΤΩΝ ΤΑΧΥΔΡΟΜΙΚΩΝ ΕΤΟΝΙΣΘΗ Η ΕΛΛΕΙΨΙΣ ΠΡΟΣΩΠΙΚΟΥ — [781, 220, 965, 265]
story-text: ΝΕΟΝ ΔΕΛΧΙ, 7. (Ἀσ. Πρές). — Αἱ ἰνδικαὶ ἀρχαὶ συνέλαβον στελέχη τοῦ Κομμουνιστικοῦ Κόμματος τῶν Ἰνδιῶν. Ὁ ὑπουργὸς Ἀμύνης κ. Μένον ἀπεμακρύνθη τῆς Κυβερνήσεως. Ἐν τῷ μεταξύ, οἱ κομμουνισταὶ προωθοῦν σημαντικὰς ἐνισχύσεις εἰς τὸ μέτωπον. — [1384, 721, 1578, 800]
saudi-headline-1: ΔΙΕΚΟΠΗΣΑΝ ΑΙ ΔΙΠΛΩΜΑΤΙΚΑΙ ΣΧΕΣΕΙΣ — [1038, 1049, 1518, 1079]
saudi-subheadline: Ἐπιδεινοῦται ἀνησυχητικῶς — [1104, 1178, 1452, 1204]
story-headline: ΝΗΠΙΟΝ ΕΓΚΑΤΕΛΕΙΦΘΗ ΕΙΣ ΤΟ ΠΑΡΚΕ ΚΑΙ ΕΦΟΝΕΥΘΗ — [779, 879, 967, 909]
section-heading: ΟΔΥΝΗΡΟΣ Ο ΠΟΛΕΜΟΣ — [1217, 661, 1339, 673]
story-text: ΚΩΝΣΤΑΝΤΙΝΟΥΠΟΛΙΣ, 7. (Ἰδ. ἀνταπ.). — Ὁ ληστάρχος Χαλὴλ προσεκλήθη ὑπὸ τῶν Κούρδων νὰ ἀναλάβῃ τὴν ἀρχηγίαν τῶν φυλῶν τῆς περιοχῆς. — [30, 1236, 153, 1315]
story-text: ΔΑΜΑΣΚΟΣ, 7. (Ἀσ. Πρές). — Ἡ κυβέρνησις τῆς Συρίας παρακολουθεῖ μετ' ἀνησυχίας τὴν ἐξέλιξιν τῆς καταστάσεως εἰς τὴν Μέσην Ἀνατολήν. — [1181, 1310, 1375, 1355]
story-text: ΟΥΑΣΙΓΚΤΩΝ, 7. (Ἀσ. Πρές). Αἱ ἀμερικανικαὶ ἐκλογαὶ διὰ τὴν ἀνάδειξιν μελῶν τῆς Βουλῆς, Γερουσιαστῶν καὶ κυβερνητῶν πολιτειῶν ἀπέδωσαν σημαντικὴν ἐπιτυχίαν εἰς τοὺς δημοκρατικοὺς, οἱ ὁποῖοι ἐπλειοψήφησαν εἰς περιοχὰς θεωρουμένας παραδοσιακὰ προπύργια τῶν ρεπουμπλικάνων. Ἀντιθέτως, οἱ ρεπουμπλικάνοι ἐπέτυχον εἰς ἐπάλξεις τῶν δημοκρατικῶν. Ἡ ἧττα τοῦ κ. Νίξον εἰς τὴν Καλιφόρνιαν προεκάλεσε μεγάλην ἐντύπωσιν εἰς τοὺς πολιτικοὺς κύκλους. — [575, 1449, 770, 1596]
section-heading: ΕΘΝΟΒΕΘΗ ΠΡΟ ΤΗΣ ΕΚΛΟΓΗΣ — [594, 1604, 751, 1616]
democrat-headline-3: ΚΑΙ ΟΙ ΔΕΥΤΕΡΟΙ ΕΙΣ ΕΠΑΛΞΕΙΣ ΤΩΝ ΔΗΜΟΚΡΑΤΙΚΩΝ — [272, 1067, 668, 1124]
story-text: ΗΡΑΚΛΕΙΟΝ, 7. — Οἱ ἐργάται τῆς περιοχῆς συγχαίρουν τὴν δρᾶσιν τῆς ἐπιθεωρήσεως ἐργασίας. — [30, 1778, 153, 1823]
subheadline-2: τοὺς καλλιεργοῦν χωρὶς τίτλους κυριότητος — [166, 286, 634, 307]
story-text: ΑΘΗΝΑΙ, 7. — Ἐγνώσθη ὅτι σήμερον θὰ ληφθῇ ἀπόφασις περὶ τῆς ἀπελάσεως ρώσου διπλωμάτου ἀπὸ τὰς Ἀθήνας. — [778, 471, 968, 504]
story-text: ΔΑΜΑΣΚΟΣ, 7. (Ἀσ. Πρές). — Ἡ κυβέρνησις τῆς Συρίας παρακολουθεῖ μετ' ἀνησυχίας τὴν ἐξέλιξιν τῆς καταστάσεως εἰς τὴν Μέσην Ἀνατολήν. — [1384, 1625, 1578, 1670]
story-text: ΝΕΟΝ ΔΕΛΧΙ, 7. (Ἀσ. Πρές). — Αἱ ἰνδικαὶ ἀρχαὶ συνέλαβον στελέχη τοῦ Κομμουνιστικοῦ Κόμματος τῶν Ἰνδιῶν. Ὁ ὑπουργὸς Ἀμύνης κ. Μένον ἀπεμακρύνθη τῆς Κυβερνήσεως. Ἐν τῷ μεταξύ, οἱ κομμουνισταὶ προωθοῦν σημαντικὰς ἐνισχύσεις εἰς τὸ μέτωπον. — [1384, 473, 1578, 552]
section-heading: ΑΝΑΚΟΙΝΩΣΙΣ ΤΗΣ ΣΑΝΑΑ — [1213, 1362, 1343, 1374]
section-heading: Ο ΙΜΑΜΗΣ ΠΡΟΕΤΟΙΜΑΖΕΤΑΙ — [1409, 1442, 1554, 1453]
kicker: Ἀφοῦ ἐνεπαίχθησαν ἐπὶ σειρὰν ἐτῶν ἀπὸ τοὺς ἁρμοδίους — [79, 30, 721, 55]
